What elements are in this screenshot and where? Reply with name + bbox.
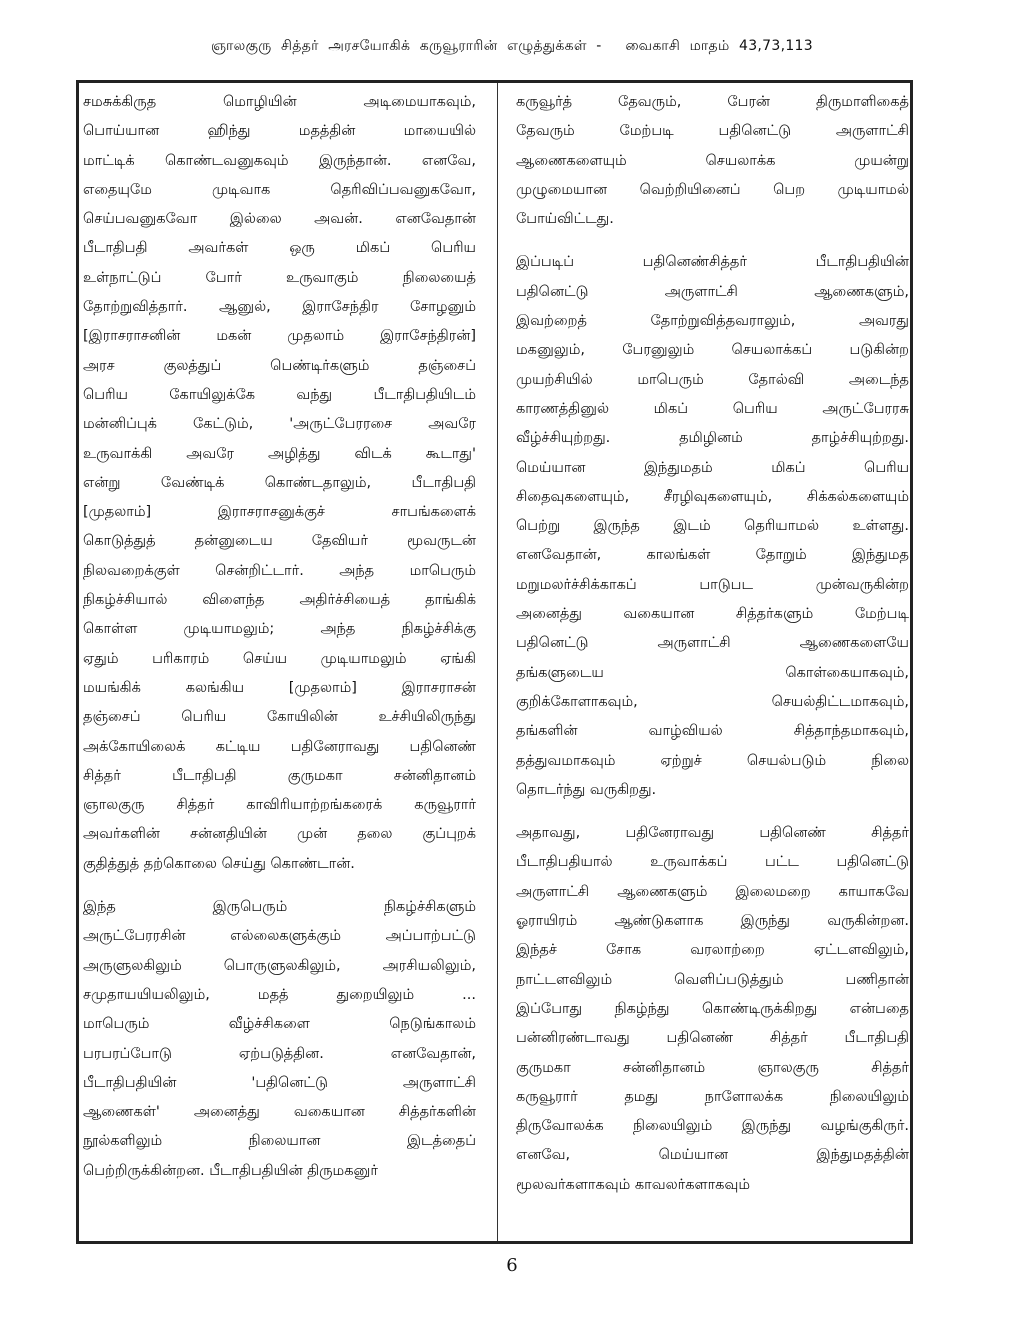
text-line: இவற்றைத் தோற்றுவித்தவராலும், அவரது	[516, 313, 909, 330]
text-line: அதாவது, பதினேராவது பதினெண் சித்தர்	[516, 825, 909, 842]
paragraph-gap	[516, 805, 909, 819]
text-line: முழுமையான வெற்றியினைப் பெற முடியாமல்	[516, 181, 909, 198]
text-line: ஞாலகுரு சித்தர் காவிரியாற்றங்கரைக் கருவூரார்	[83, 797, 476, 814]
column-divider	[497, 83, 498, 1241]
text-line: தொடர்ந்து வருகிறது.	[516, 781, 657, 798]
text-line: கொடுத்துத் தன்னுடைய தேவியர் மூவருடன்	[83, 533, 476, 550]
text-line: நூல்களிலும் நிலையான இடத்தைப்	[83, 1133, 476, 1150]
text-line: சமசுக்கிருத மொழியின் அடிமையாகவும்,	[83, 94, 476, 110]
text-line: தேவரும் மேற்படி பதினெட்டு அருளாட்சி	[516, 123, 909, 140]
text-line: அருளாட்சி ஆணைகளும் இலைமறை காயாகவே	[516, 883, 909, 900]
text-line: மூலவர்களாகவும் காவலர்களாகவும்	[516, 1176, 751, 1193]
text-line: மறுமலர்ச்சிக்காகப் பாடுபட முன்வருகின்ற	[516, 576, 909, 593]
text-line: ஆணைகள்' அனைத்து வகையான சித்தர்களின்	[83, 1104, 476, 1121]
text-line: பதினெட்டு அருளாட்சி ஆணைகளும்,	[516, 283, 909, 300]
text-line: அருட்பேரரசின் எல்லைகளுக்கும் அப்பாற்பட்டு	[83, 928, 476, 945]
paragraph-gap	[516, 234, 909, 248]
left-column	[83, 88, 476, 1186]
text-line: தங்களுடைய கொள்கையாகவும்,	[516, 664, 909, 681]
text-line: செய்பவனுகவோ இல்லை அவன். எனவேதான்	[83, 211, 476, 228]
text-line: கருவூர்த் தேவரும், பேரன் திருமாளிகைத்	[516, 94, 909, 110]
text-line: எனவே, மெய்யான இந்துமதத்தின்	[516, 1147, 909, 1164]
page-number: 6	[506, 1255, 518, 1276]
text-line: மன்னிப்புக் கேட்டும், 'அருட்பேரரசை அவரே	[83, 416, 476, 433]
text-line: உருவாக்கி அவரே அழித்து விடக் கூடாது'	[83, 445, 476, 462]
text-line: பெற்று இருந்த இடம் தெரியாமல் உள்ளது.	[516, 518, 909, 535]
text-line: இந்த இருபெரும் நிகழ்ச்சிகளும்	[83, 899, 476, 916]
text-line: அவர்களின் சன்னதியின் முன் தலை குப்புறக்	[83, 826, 476, 843]
text-line: பீடாதிபதியால் உருவாக்கப் பட்ட பதினெட்டு	[516, 854, 909, 871]
text-line: என்று வேண்டிக் கொண்டதாலும், பீடாதிபதி	[83, 474, 476, 491]
text-line: நிலவறைக்குள் சென்றிட்டார். அந்த மாபெரும்	[83, 562, 476, 579]
text-line: குருமகா சன்னிதானம் ஞாலகுரு சித்தர்	[516, 1059, 909, 1076]
text-line: பெற்றிருக்கின்றன. பீடாதிபதியின் திருமகனுர்	[83, 1162, 378, 1179]
text-line: தஞ்சைப் பெரிய கோயிலின் உச்சியிலிருந்து	[83, 709, 476, 726]
text-line: [இராசராசனின் மகன் முதலாம் இராசேந்திரன்]	[83, 328, 476, 345]
text-line: பீடாதிபதியின் 'பதினெட்டு அருளாட்சி	[83, 1074, 476, 1091]
text-line: காரணத்தினுல் மிகப் பெரிய அருட்பேரரசு	[516, 400, 909, 417]
paragraph-gap	[83, 879, 476, 893]
text-line: சமுதாயயியலிலும், மதத் துறையிலும் ...	[83, 986, 476, 1003]
right-column	[516, 88, 909, 1200]
text-line: உள்நாட்டுப் போர் உருவாகும் நிலையைத்	[83, 269, 476, 286]
text-line: மாட்டிக் கொண்டவனுகவும் இருந்தான். எனவே,	[83, 152, 476, 169]
running-header: ஞாலகுரு சித்தர் அரசயோகிக் கருவூராரின் எழுத்துக்கள் - வைகாசி மாதம் 43,73,113	[211, 38, 813, 54]
text-line: சிதைவுகளையும், சீரழிவுகளையும், சிக்கல்களையும்	[516, 488, 909, 505]
text-line: அக்கோயிலைக் கட்டிய பதினேராவது பதினெண்	[83, 738, 476, 755]
text-line: எதையுமே முடிவாக தெரிவிப்பவனுகவோ,	[83, 181, 476, 198]
text-line: பன்னிரண்டாவது பதினெண் சித்தர் பீடாதிபதி	[516, 1030, 909, 1047]
text-line: ஓராயிரம் ஆண்டுகளாக இருந்து வருகின்றன.	[516, 913, 909, 930]
text-line: மயங்கிக் கலங்கிய [முதலாம்] இராசராசன்	[83, 679, 476, 696]
text-line: பரபரப்போடு ஏற்படுத்தின. எனவேதான்,	[83, 1045, 476, 1062]
text-line: குதித்துத் தற்கொலை செய்து கொண்டான்.	[83, 855, 355, 872]
text-line: நாட்டளவிலும் வெளிப்படுத்தும் பணிதான்	[516, 971, 909, 988]
text-line: எனவேதான், காலங்கள் தோறும் இந்துமத	[516, 547, 909, 564]
text-line: போய்விட்டது.	[516, 211, 614, 228]
text-line: குறிக்கோளாகவும், செயல்திட்டமாகவும்,	[516, 693, 909, 710]
text-line: மகனுலும், பேரனுலும் செயலாக்கப் படுகின்ற	[516, 342, 909, 359]
text-line: இந்தச் சோக வரலாற்றை ஏட்டளவிலும்,	[516, 942, 909, 959]
text-line: மெய்யான இந்துமதம் மிகப் பெரிய	[516, 459, 909, 476]
text-line: பீடாதிபதி அவர்கள் ஒரு மிகப் பெரிய	[83, 240, 476, 257]
text-line: முயற்சியில் மாபெரும் தோல்வி அடைந்த	[516, 371, 909, 388]
text-line: தோற்றுவித்தார். ஆனுல், இராசேந்திர சோழனும்	[83, 299, 476, 316]
text-line: மாபெரும் வீழ்ச்சிகளை நெடுங்காலம்	[83, 1016, 476, 1033]
text-line: சித்தர் பீடாதிபதி குருமகா சன்னிதானம்	[83, 767, 476, 784]
text-line: ஏதும் பரிகாரம் செய்ய முடியாமலும் ஏங்கி	[83, 650, 476, 667]
text-line: [முதலாம்] இராசராசனுக்குச் சாபங்களைக்	[83, 504, 476, 521]
text-line: வீழ்ச்சியுற்றது. தமிழினம் தாழ்ச்சியுற்றது.	[516, 430, 909, 447]
text-line: பொய்யான ஹிந்து மதத்தின் மாயையில்	[83, 123, 476, 140]
text-line: கருவூரார் தமது நாளோலக்க நிலையிலும்	[516, 1088, 909, 1105]
text-line: பெரிய கோயிலுக்கே வந்து பீடாதிபதியிடம்	[83, 386, 476, 403]
text-line: அருளுலகிலும் பொருளுலகிலும், அரசியலிலும்,	[83, 957, 476, 974]
text-line: ஆணைகளையும் செயலாக்க முயன்று	[516, 152, 909, 169]
text-line: தங்களின் வாழ்வியல் சித்தாந்தமாகவும்,	[516, 723, 909, 740]
text-line: திருவோலக்க நிலையிலும் இருந்து வழங்குகிருர்.	[516, 1118, 909, 1135]
text-line: இப்போது நிகழ்ந்து கொண்டிருக்கிறது என்பதை	[516, 1000, 909, 1017]
text-line: பதினெட்டு அருளாட்சி ஆணைகளையே	[516, 635, 909, 652]
text-line: கொள்ள முடியாமலும்; அந்த நிகழ்ச்சிக்கு	[83, 621, 476, 638]
text-line: அரச குலத்துப் பெண்டிர்களும் தஞ்சைப்	[83, 357, 476, 374]
text-line: தத்துவமாகவும் ஏற்றுச் செயல்படும் நிலை	[516, 752, 909, 769]
text-line: நிகழ்ச்சியால் விளைந்த அதிர்ச்சியைத் தாங்கிக்	[83, 592, 476, 609]
text-line: இப்படிப் பதினெண்சித்தர் பீடாதிபதியின்	[516, 254, 909, 271]
text-line: அனைத்து வகையான சித்தர்களும் மேற்படி	[516, 606, 909, 623]
